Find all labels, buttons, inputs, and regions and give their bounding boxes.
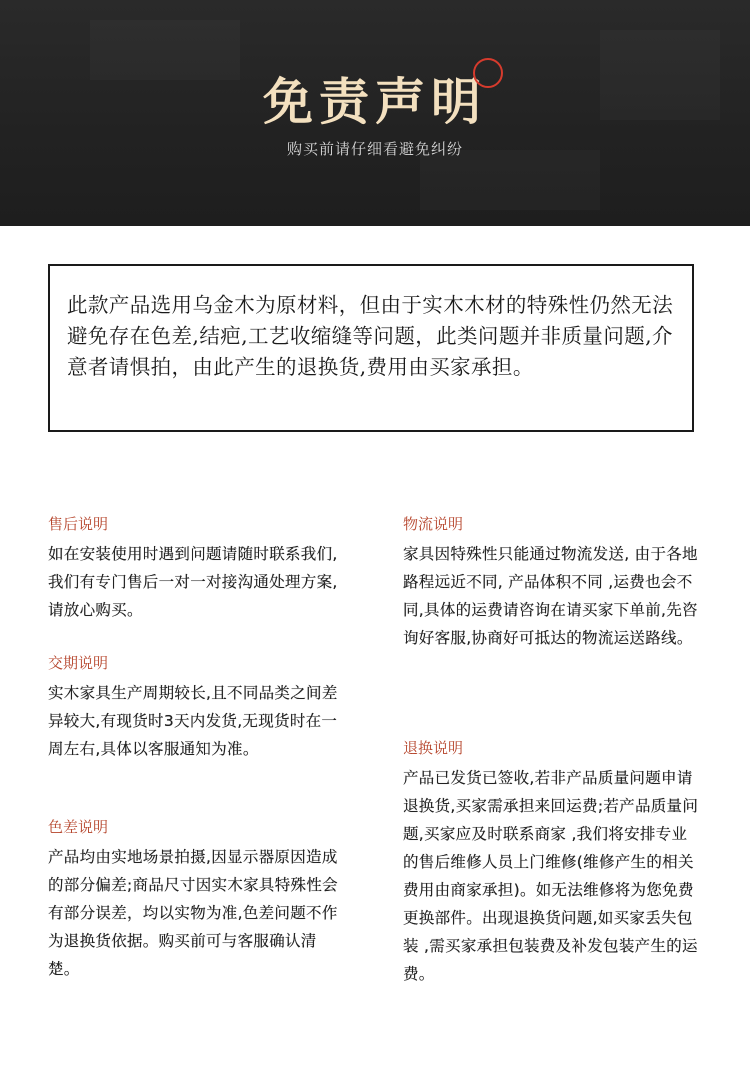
logistics-section — [403, 513, 703, 652]
color-difference-body: 产品均由实地场景拍摄,因显示器原因造成的部分偏差;商品尺寸因实木家具特殊性会有部分误差，均以实物为准,色差问题不作为退换货依据。购买前可与客服确认清楚。 — [48, 848, 338, 978]
red-circle-ornament — [473, 58, 503, 88]
returns-body: 产品已发货已签收,若非产品质量问题申请退换货,买家需承担来回运费;若产品质量问题,买家应及时联系商家 ,我们将安排专业的售后维修人员上门维修(维修产生的相关费用由商家承担)。如无法维修将为您免费更换部件。出现退换货问题,如买家丢失包装 ,需买家承担包装费及补发包装产生的运费。 — [403, 769, 699, 983]
disclaimer-text: 此款产品选用乌金木为原材料，但由于实木木材的特殊性仍然无法避免存在色差,结疤,工艺收缩缝等问题，此类问题并非质量问题,介意者请惧拍，由此产生的退换货,费用由买家承担。 — [67, 293, 674, 379]
after-sales-section — [48, 513, 348, 624]
page-title-text: 免责声明 — [263, 72, 487, 131]
delivery-title: 交期说明 — [48, 654, 109, 672]
returns-title: 退换说明 — [403, 739, 464, 757]
color-difference-section — [48, 816, 348, 983]
after-sales-body: 如在安装使用时遇到问题请随时联系我们,我们有专门售后一对一对接沟通处理方案,请放心购买。 — [48, 545, 338, 619]
header-banner — [0, 0, 750, 226]
after-sales-title: 售后说明 — [48, 515, 109, 533]
logistics-body: 家具因特殊性只能通过物流发送, 由于各地路程远近不同, 产品体积不同 ,运费也会不同,具体的运费请咨询在请买家下单前,先咨询好客服,协商好可抵达的物流运送路线。 — [403, 545, 698, 647]
logistics-title: 物流说明 — [403, 515, 464, 533]
color-difference-title: 色差说明 — [48, 818, 109, 836]
delivery-section — [48, 652, 348, 763]
banner-texture — [420, 150, 600, 210]
disclaimer-notice-box — [48, 264, 694, 432]
page-title — [263, 62, 487, 134]
page-subtitle: 购买前请仔细看避免纠纷 — [286, 140, 463, 158]
returns-section — [403, 737, 703, 988]
delivery-body: 实木家具生产周期较长,且不同品类之间差异较大,有现货时3天内发货,无现货时在一周左右,具体以客服通知为准。 — [48, 684, 338, 758]
